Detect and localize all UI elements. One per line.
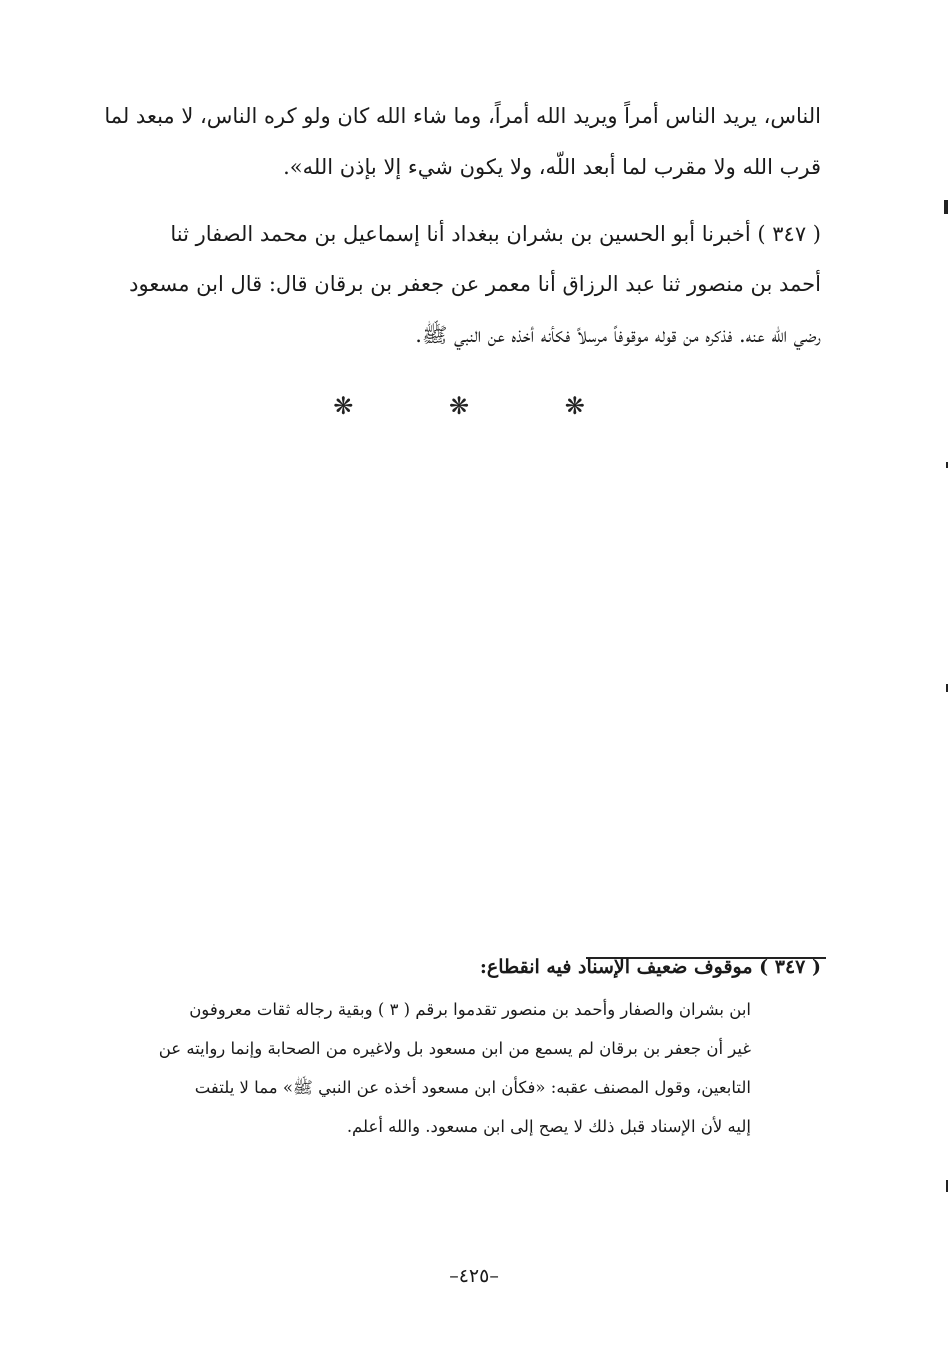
footnote-line-3: التابعين، وقول المصنف عقبه: «فكأن ابن مسعود أخذه عن النبي ﷺ» مما لا يلتفت [194, 1078, 751, 1097]
footnote-line-1: ابن بشران والصفار وأحمد بن منصور تقدموا برقم ( ٣ ) وبقية رجاله ثقات معروفون [189, 1000, 751, 1019]
main-text-line-2: قرب الله ولا مقرب لما أبعد اللّه، ولا يكون شيء إلا بإذن الله». [283, 155, 821, 179]
main-text-line-3: ( ٣٤٧ ) أخبرنا أبو الحسين بن بشران ببغداد أنا إسماعيل بن محمد الصفار ثنا [170, 222, 821, 246]
separator-star-icon: ❋ [448, 392, 500, 420]
main-text-line-5: رضي الله عنه. فذكره من قوله موقوفاً مرسلاً فكأنه أخذه عن النبي ﷺ. [415, 323, 821, 347]
footnote-line-4: إليه لأن الإسناد قبل ذلك لا يصح إلى ابن مسعود. والله أعلم. [346, 1117, 751, 1136]
main-text-line-4: أحمد بن منصور ثنا عبد الرزاق أنا معمر عن جعفر بن برقان قال: قال ابن مسعود [129, 272, 821, 296]
page-number: –٤٢٥– [449, 1265, 499, 1287]
footnote-line-2: غير أن جعفر بن برقان لم يسمع من ابن مسعود بل ولاغيره من الصحابة وإنما روايته عن [158, 1039, 751, 1058]
scan-edge-mark [944, 200, 948, 214]
footnote-heading: ( ٣٤٧ ) موقوف ضعيف الإسناد فيه انقطاع: [479, 956, 821, 978]
main-text-line-1: الناس، يريد الناس أمراً ويريد الله أمراً، وما شاء الله كان ولو كره الناس، لا مبعد لما [104, 104, 821, 128]
separator-star-icon: ❋ [333, 392, 384, 420]
separator-star-icon: ❋ [564, 392, 615, 420]
section-separator [0, 392, 948, 420]
